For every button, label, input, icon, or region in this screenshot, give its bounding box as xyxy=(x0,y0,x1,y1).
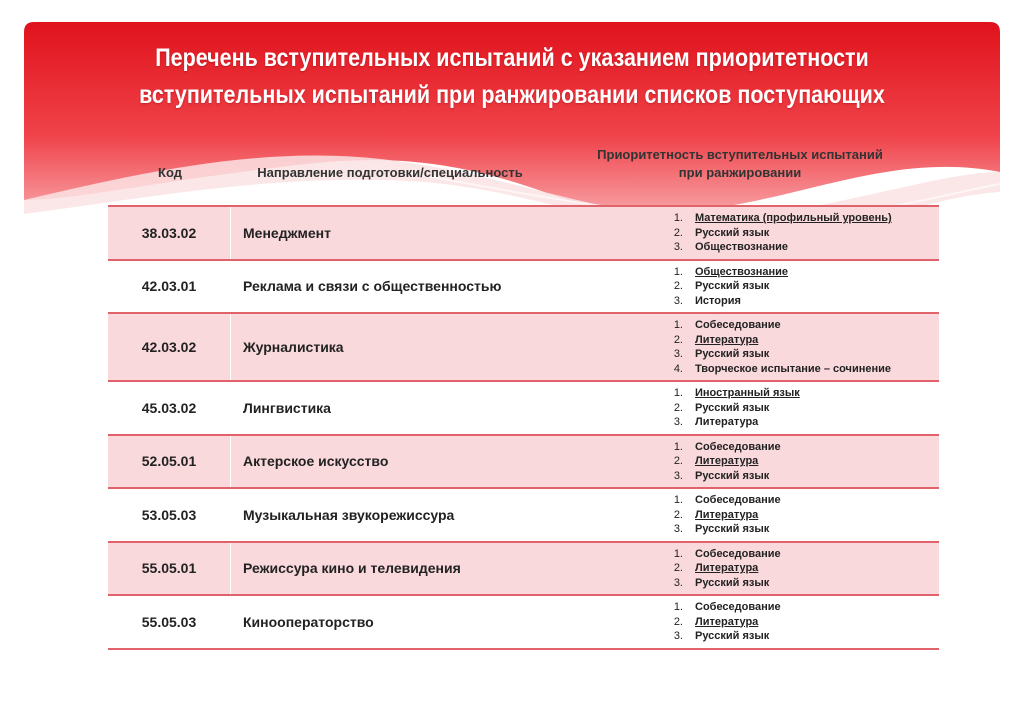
exam-name: Собеседование xyxy=(695,440,781,453)
exam-item xyxy=(563,600,939,615)
table-row xyxy=(108,542,939,596)
exam-name: Литература xyxy=(695,562,759,574)
header-code: Код xyxy=(158,165,182,180)
exam-list xyxy=(563,318,939,376)
table-row xyxy=(108,595,939,649)
exam-item xyxy=(563,401,939,416)
exam-number: 3. xyxy=(673,469,683,482)
exam-list xyxy=(563,211,939,255)
exam-number: 3. xyxy=(673,348,683,360)
exam-item xyxy=(563,629,939,644)
exam-number: 3. xyxy=(673,576,683,589)
exam-number: 2. xyxy=(673,455,683,467)
exam-item xyxy=(563,226,939,241)
exam-number: 2. xyxy=(673,562,683,574)
program-code: 55.05.03 xyxy=(108,595,231,649)
exam-name: История xyxy=(695,294,741,307)
exam-list xyxy=(563,386,939,430)
exam-name: Литература xyxy=(695,508,759,521)
program-code: 53.05.03 xyxy=(108,488,231,542)
exam-priority-cell xyxy=(563,488,939,542)
exam-item xyxy=(563,522,939,537)
exam-list xyxy=(563,440,939,484)
table-row xyxy=(108,313,939,381)
exam-item xyxy=(563,265,939,280)
exam-item xyxy=(563,318,939,333)
exam-item xyxy=(563,454,939,469)
exam-number: 1. xyxy=(673,494,683,506)
exam-name: Литература xyxy=(695,333,759,346)
exams-table xyxy=(108,205,939,650)
program-code: 42.03.01 xyxy=(108,260,231,314)
exam-item xyxy=(563,362,939,377)
exam-number: 3. xyxy=(673,416,683,428)
header-priority-line-2: при ранжировании xyxy=(678,165,802,180)
exam-number: 2. xyxy=(673,508,683,521)
exam-item xyxy=(563,211,939,226)
program-direction: Лингвистика xyxy=(231,381,564,435)
table-row xyxy=(108,435,939,489)
table-row xyxy=(108,488,939,542)
exam-priority-cell xyxy=(563,595,939,649)
exam-name: Собеседование xyxy=(695,494,781,506)
exam-name: Русский язык xyxy=(695,226,770,239)
program-code: 38.03.02 xyxy=(108,206,231,260)
table-row xyxy=(108,381,939,435)
exam-name: Русский язык xyxy=(695,280,770,292)
exam-priority-cell xyxy=(563,435,939,489)
exam-name: Обществознание xyxy=(695,265,789,278)
exam-number: 2. xyxy=(673,401,683,414)
exam-number: 2. xyxy=(673,280,683,292)
table-row xyxy=(108,260,939,314)
header-priority-line-1: Приоритетность вступительных испытаний xyxy=(597,147,883,162)
program-direction: Менеджмент xyxy=(231,206,564,260)
program-direction: Музыкальная звукорежиссура xyxy=(231,488,564,542)
page-title xyxy=(92,40,931,114)
exam-number: 1. xyxy=(673,212,683,224)
exam-number: 4. xyxy=(673,362,683,375)
title-line-2: вступительных испытаний при ранжировании списков поступающих xyxy=(139,81,885,109)
title-line-1: Перечень вступительных испытаний с указанием приоритетности xyxy=(155,44,869,72)
exam-item xyxy=(563,561,939,576)
exam-name: Иностранный язык xyxy=(695,387,800,399)
exam-priority-cell xyxy=(563,542,939,596)
exam-item xyxy=(563,547,939,562)
exam-name: Русский язык xyxy=(695,576,770,589)
program-direction: Кинооператорство xyxy=(231,595,564,649)
exam-number: 1. xyxy=(673,387,683,399)
exam-item xyxy=(563,508,939,523)
exam-number: 2. xyxy=(673,226,683,239)
exam-number: 1. xyxy=(673,265,683,278)
exam-item xyxy=(563,333,939,348)
exam-number: 2. xyxy=(673,333,683,346)
exam-list xyxy=(563,265,939,309)
exam-name: Русский язык xyxy=(695,348,770,360)
exam-name: Литература xyxy=(695,455,759,467)
program-code: 45.03.02 xyxy=(108,381,231,435)
exam-list xyxy=(563,547,939,591)
exam-name: Литература xyxy=(695,416,759,428)
exam-list xyxy=(563,600,939,644)
program-code: 55.05.01 xyxy=(108,542,231,596)
exam-priority-cell xyxy=(563,206,939,260)
exam-name: Творческое испытание – сочинение xyxy=(695,362,891,375)
exam-number: 1. xyxy=(673,440,683,453)
exam-number: 1. xyxy=(673,547,683,560)
exam-name: Русский язык xyxy=(695,469,770,482)
exam-number: 3. xyxy=(673,630,683,642)
exam-item xyxy=(563,615,939,630)
exam-item xyxy=(563,294,939,309)
program-direction: Реклама и связи с общественностью xyxy=(231,260,564,314)
program-direction: Журналистика xyxy=(231,313,564,381)
program-code: 52.05.01 xyxy=(108,435,231,489)
exam-name: Обществознание xyxy=(695,241,789,253)
exam-item xyxy=(563,240,939,255)
exam-number: 2. xyxy=(673,615,683,628)
exam-list xyxy=(563,493,939,537)
exam-number: 3. xyxy=(673,241,683,253)
exam-item xyxy=(563,279,939,294)
exam-item xyxy=(563,469,939,484)
exam-name: Математика (профильный уровень) xyxy=(695,212,892,224)
exam-name: Собеседование xyxy=(695,547,781,560)
exam-priority-cell xyxy=(563,260,939,314)
table-row xyxy=(108,206,939,260)
exam-priority-cell xyxy=(563,313,939,381)
program-direction: Актерское искусство xyxy=(231,435,564,489)
exam-number: 3. xyxy=(673,294,683,307)
exam-number: 3. xyxy=(673,523,683,535)
exam-name: Собеседование xyxy=(695,319,781,331)
exam-name: Собеседование xyxy=(695,601,781,613)
exam-name: Литература xyxy=(695,615,759,628)
exam-name: Русский язык xyxy=(695,401,770,414)
header-priority xyxy=(560,146,920,182)
exam-number: 1. xyxy=(673,319,683,331)
exam-item xyxy=(563,576,939,591)
exam-priority-cell xyxy=(563,381,939,435)
exam-name: Русский язык xyxy=(695,523,770,535)
exam-item xyxy=(563,347,939,362)
exam-item xyxy=(563,386,939,401)
exam-item xyxy=(563,493,939,508)
program-code: 42.03.02 xyxy=(108,313,231,381)
exam-name: Русский язык xyxy=(695,630,770,642)
header-direction: Направление подготовки/специальность xyxy=(257,165,523,180)
exam-item xyxy=(563,440,939,455)
exam-number: 1. xyxy=(673,601,683,613)
exam-item xyxy=(563,415,939,430)
program-direction: Режиссура кино и телевидения xyxy=(231,542,564,596)
